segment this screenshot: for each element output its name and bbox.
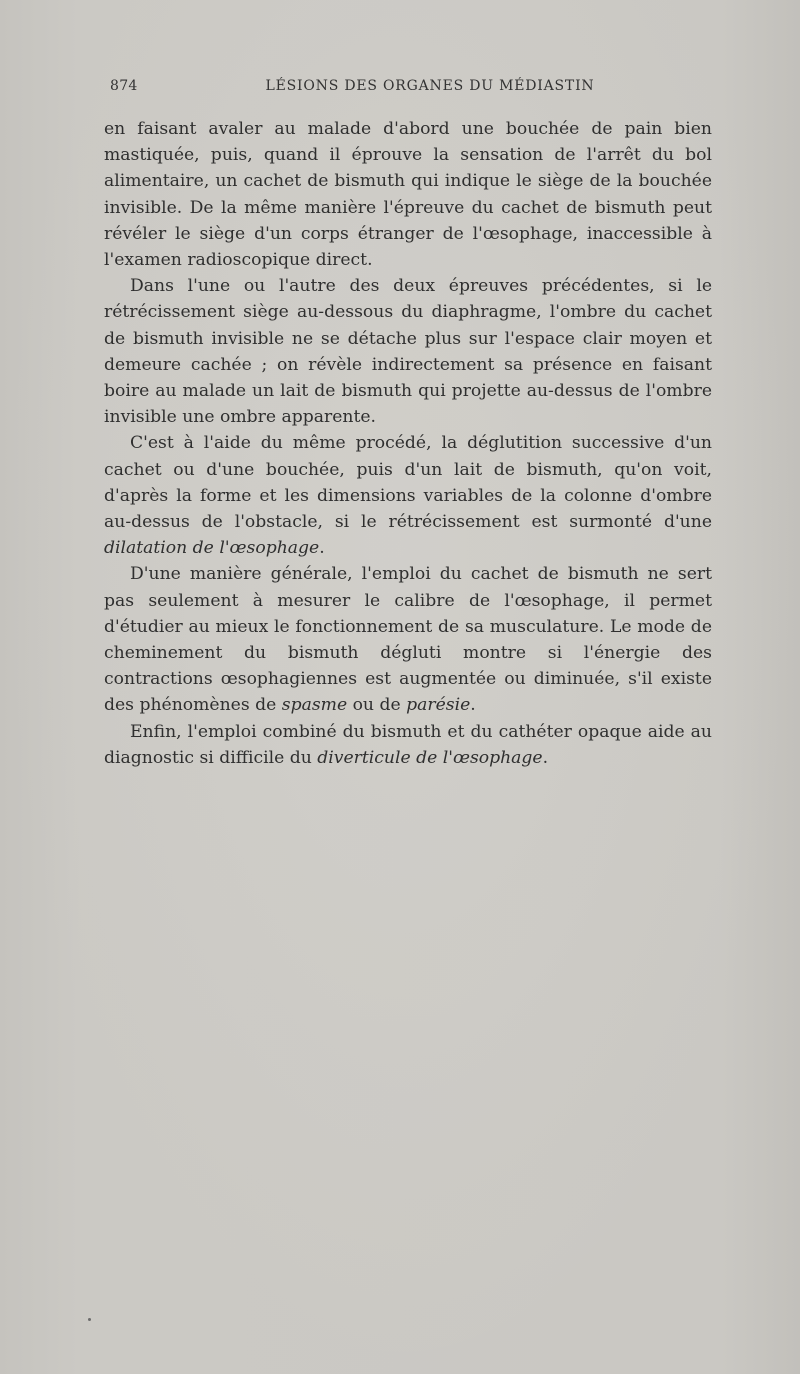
running-title: LÉSIONS DES ORGANES DU MÉDIASTIN (265, 78, 595, 94)
text-run: . (542, 747, 549, 768)
italic-term: spasme (281, 695, 348, 716)
paragraph-2 (104, 273, 712, 430)
italic-term: parésie (406, 695, 471, 716)
paragraph-4 (104, 561, 712, 718)
paragraph-1 (104, 116, 712, 273)
text-run: . (470, 695, 476, 716)
paragraph-5 (104, 719, 712, 771)
text-run: D'une manière générale, l'emploi du cachet de bismuth ne sert pas seulement à mesurer le calibre de l'œsophage, il permet d'étudier au mieux le fonctionnement de sa musculature. Le mode de cheminement du bismuth dégluti montre si l'énergie des contractions œsophagiennes est augmentée ou diminuée, s'il existe des phénomènes de (104, 564, 712, 716)
text-run: Enfin, l'emploi combiné du bismuth et du cathéter opaque aide au diagnostic si difficile du (104, 721, 712, 768)
text-run: C'est à l'aide du même procédé, la déglutition successive d'un cachet ou d'une bouchée, puis d'un lait de bismuth, qu'on voit, d'après la forme et les dimensions variables de la colonne d'ombre au-dessus de l'obstacle, si le rétrécissement est surmonté d'une (104, 433, 712, 533)
text-run: Dans l'une ou l'autre des deux épreuves précédentes, si le rétrécissement siège au-dessous du diaphragme, l'ombre du cachet de bismuth invisible ne se détache plus sur l'espace clair moyen et demeure cachée ; on révèle indirectement sa présence en faisant boire au malade un lait de bismuth qui projette au-dessus de l'ombre invisible une ombre apparente. (104, 276, 712, 428)
italic-term: diverticule de l'œsophage (317, 747, 543, 768)
body-text (104, 116, 712, 771)
page-header (110, 78, 710, 100)
italic-term: dilatation de l'œsophage (104, 538, 320, 559)
text-run: en faisant avaler au malade d'abord une bouchée de pain bien mastiquée, puis, quand il éprouve la sensation de l'arrêt du bol alimentaire, un cachet de bismuth qui indique le siège de la bouchée invisible. De la même manière l'épreuve du cachet de bismuth peut révéler le siège d'un corps étranger de l'œsophage, inaccessible à l'examen radioscopique direct. (104, 119, 712, 271)
text-run: ou de (347, 695, 407, 716)
page-number: 874 (110, 78, 138, 94)
paper-speck (88, 1318, 91, 1321)
text-run: . (319, 538, 325, 559)
paragraph-3 (104, 430, 712, 561)
